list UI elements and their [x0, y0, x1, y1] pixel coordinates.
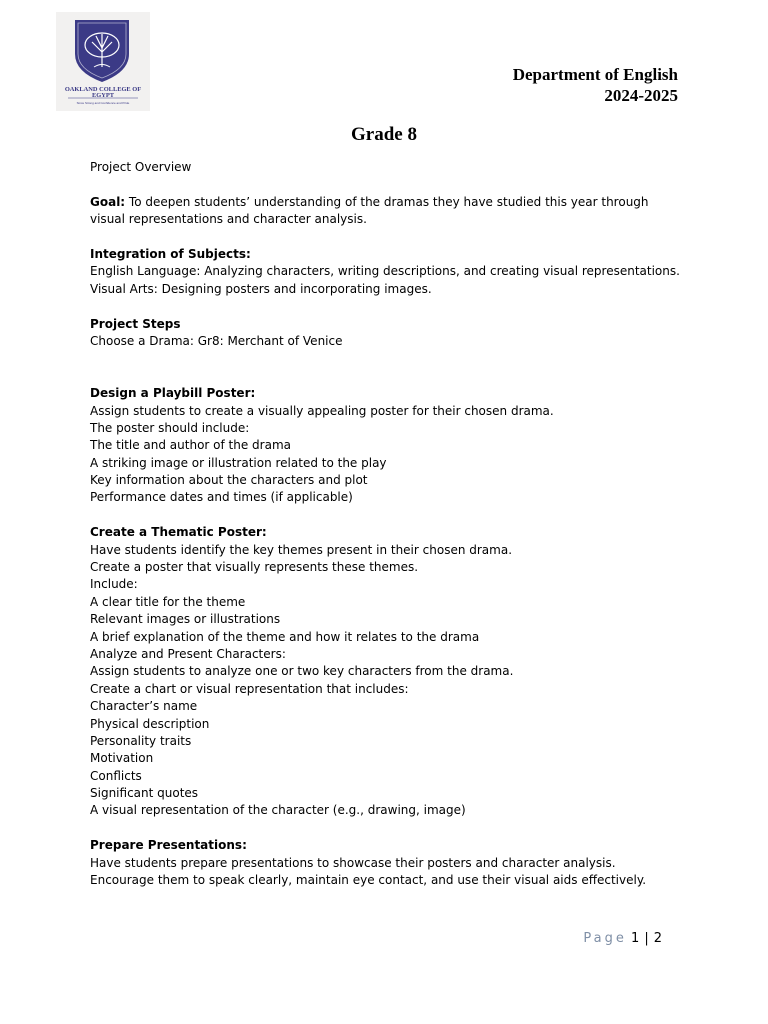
- playbill-line: Performance dates and times (if applicable): [90, 490, 353, 505]
- choose-drama: Choose a Drama: Gr8: Merchant of Venice: [90, 333, 343, 348]
- goal-text: To deepen students’ understanding of the dramas they have studied this year through visual representations and character analysis.: [90, 194, 649, 227]
- thematic-line: Have students identify the key themes present in their chosen drama.: [90, 542, 513, 557]
- school-logo: [56, 12, 150, 111]
- page-number: 1: [631, 931, 640, 946]
- page-total: 2: [653, 931, 662, 946]
- academic-year: 2024-2025: [604, 86, 678, 105]
- thematic-line: Personality traits: [90, 733, 192, 748]
- thematic-line: Conflicts: [90, 768, 142, 783]
- playbill-line: The title and author of the drama: [90, 438, 291, 453]
- shield-tree-icon: [56, 12, 150, 111]
- goal-paragraph: [90, 194, 680, 229]
- logo-line1: OAKLAND COLLEGE OF: [64, 86, 142, 93]
- thematic-line: A brief explanation of the theme and how it relates to the drama: [90, 629, 480, 644]
- thematic-line: Create a chart or visual representation that includes:: [90, 681, 409, 696]
- presentations-line: Have students prepare presentations to showcase their posters and character analysis.: [90, 855, 616, 870]
- integration-line: English Language: Analyzing characters, writing descriptions, and creating visual representations.: [90, 264, 680, 279]
- thematic-line: Analyze and Present Characters:: [90, 646, 286, 661]
- integration-heading: Integration of Subjects:: [90, 246, 251, 261]
- thematic-line: Physical description: [90, 716, 210, 731]
- playbill-line: Assign students to create a visually appealing poster for their chosen drama.: [90, 403, 554, 418]
- integration-line: Visual Arts: Designing posters and incorporating images.: [90, 281, 432, 296]
- page-separator: |: [644, 931, 649, 946]
- presentations-heading: Prepare Presentations:: [90, 838, 247, 853]
- presentations-line: Encourage them to speak clearly, maintain eye contact, and use their visual aids effectively.: [90, 873, 647, 888]
- goal-label: Goal:: [90, 194, 126, 209]
- thematic-line: Assign students to analyze one or two key characters from the drama.: [90, 664, 514, 679]
- department-name: Department of English: [512, 65, 678, 84]
- thematic-line: A visual representation of the character (e.g., drawing, image): [90, 803, 466, 818]
- page-title: Grade 8: [351, 124, 417, 145]
- thematic-line: Include:: [90, 577, 138, 592]
- department-header: [513, 64, 678, 106]
- thematic-line: Motivation: [90, 751, 154, 766]
- thematic-line: Significant quotes: [90, 786, 199, 801]
- page-footer: [583, 930, 662, 948]
- playbill-heading: Design a Playbill Poster:: [90, 386, 256, 401]
- page-word: Page: [583, 931, 627, 946]
- playbill-line: Key information about the characters and plot: [90, 473, 368, 488]
- thematic-heading: Create a Thematic Poster:: [90, 525, 267, 540]
- steps-heading: Project Steps: [90, 316, 181, 331]
- thematic-line: Create a poster that visually represents these themes.: [90, 560, 419, 575]
- document-body: [90, 159, 680, 889]
- playbill-line: The poster should include:: [90, 420, 250, 435]
- overview-heading: Project Overview: [90, 160, 192, 174]
- thematic-line: A clear title for the theme: [90, 594, 246, 609]
- logo-line2: EGYPT: [91, 92, 115, 99]
- thematic-line: Character’s name: [90, 699, 198, 714]
- thematic-line: Relevant images or illustrations: [90, 612, 281, 627]
- playbill-line: A striking image or illustration related to the play: [90, 455, 387, 470]
- logo-tagline: Since Strong and Confidence and Pride: [76, 101, 130, 105]
